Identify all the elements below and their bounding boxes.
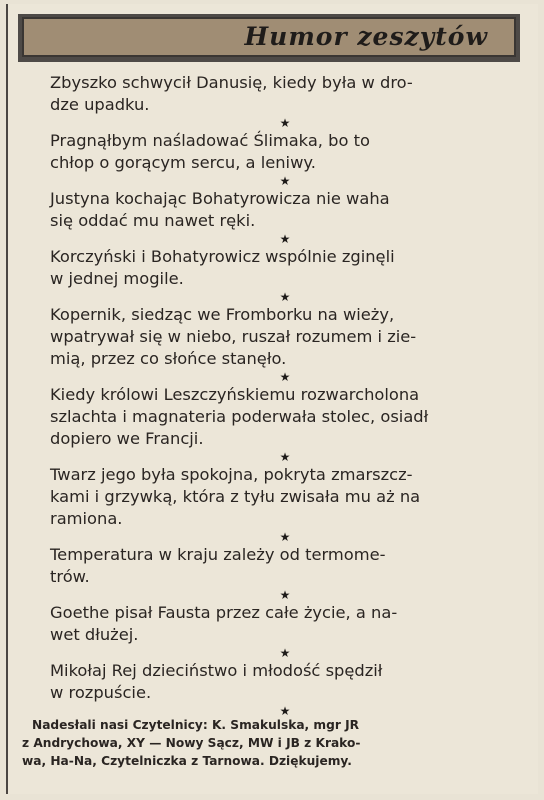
joke-line: Mikołaj Rej dzieciństwo i młodość spędził [50,661,383,680]
joke-line: Justyna kochając Bohatyrowicza nie waha [50,189,390,208]
star-separator: ★ [279,588,291,602]
joke-line: w rozpuście. [50,683,152,702]
joke-item [50,660,520,704]
joke-line: trów. [50,567,90,586]
joke-item [50,464,520,530]
credits-line: wa, Ha-Na, Czytelniczka z Tarnowa. Dziękujemy. [22,754,352,768]
joke-line: Pragnąłbym naśladować Ślimaka, bo to [50,131,370,150]
joke-item [50,72,520,116]
joke-item [50,384,520,450]
star-separator: ★ [279,704,291,718]
joke-line: Kopernik, siedząc we Fromborku na wieży, [50,305,395,324]
joke-line: ramiona. [50,509,123,528]
star-separator: ★ [279,290,291,304]
credits-line: z Andrychowa, XY — Nowy Sącz, MW i JB z Krako- [22,736,361,750]
joke-line: Zbyszko schwycił Danusię, kiedy była w dro- [50,73,413,92]
joke-line: Temperatura w kraju zależy od termome- [50,545,386,564]
credits [22,716,520,770]
joke-line: mią, przez co słońce stanęło. [50,349,287,368]
page-title: Humor zeszytów [244,22,488,51]
jokes-list [50,72,520,718]
joke-item [50,130,520,174]
joke-line: szlachta i magnateria poderwała stolec, osiadł [50,407,429,426]
credits-text: Nadesłali nasi Czytelnicy: K. Smakulska, mgr JR [32,718,360,732]
joke-line: wpatrywał się w niebo, ruszał rozumem i zie- [50,327,417,346]
star-separator: ★ [279,174,291,188]
joke-item [50,544,520,588]
joke-line: Goethe pisał Fausta przez całe życie, a na- [50,603,398,622]
joke-line: Kiedy królowi Leszczyńskiemu rozwarcholona [50,385,420,404]
joke-item [50,246,520,290]
joke-item [50,304,520,370]
header-box [22,17,516,57]
star-separator: ★ [279,646,291,660]
joke-line: kami i grzywką, która z tyłu zwisała mu aż na [50,487,421,506]
joke-item [50,188,520,232]
star-separator: ★ [279,232,291,246]
joke-line: Korczyński i Bohatyrowicz wspólnie zginęli [50,247,395,266]
joke-line: w jednej mogile. [50,269,184,288]
joke-line: chłop o gorącym sercu, a leniwy. [50,153,316,172]
joke-line: się oddać mu nawet ręki. [50,211,256,230]
star-separator: ★ [279,370,291,384]
joke-line: Twarz jego była spokojna, pokryta zmarszcz- [50,465,413,484]
star-separator: ★ [279,116,291,130]
credits-line [22,716,520,734]
joke-line: dopiero we Francji. [50,429,204,448]
joke-line: dze upadku. [50,95,150,114]
joke-line: wet dłużej. [50,625,139,644]
star-separator: ★ [279,450,291,464]
star-separator: ★ [279,530,291,544]
joke-item [50,602,520,646]
